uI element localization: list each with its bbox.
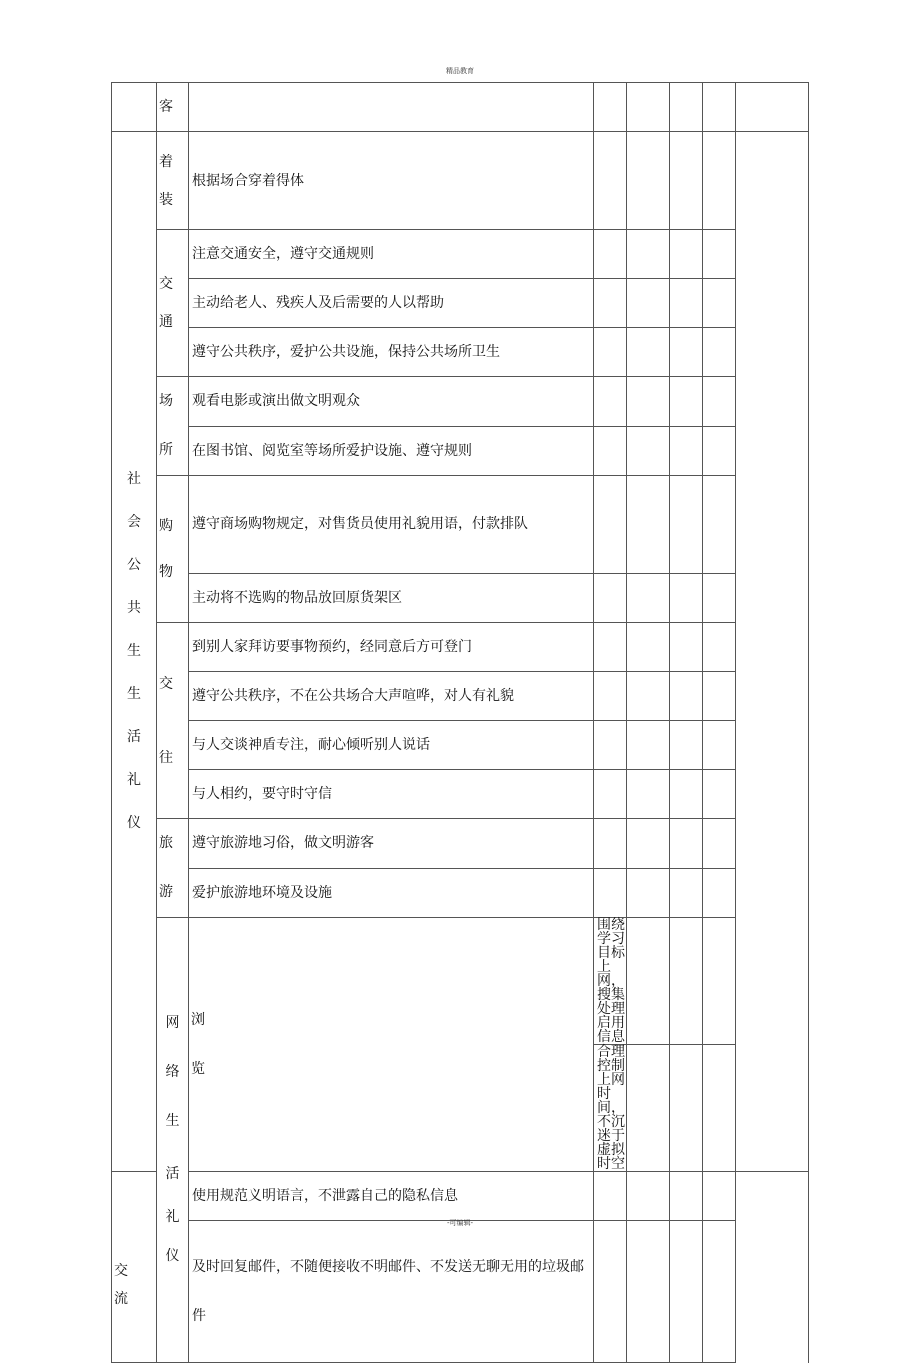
check-cell[interactable] (627, 377, 670, 427)
check-cell[interactable] (627, 426, 670, 476)
check-cell[interactable] (703, 623, 736, 672)
check-cell[interactable] (627, 623, 670, 672)
check-cell[interactable] (703, 721, 736, 770)
page-header: 精品教育 (446, 67, 474, 75)
check-cell[interactable] (703, 868, 736, 918)
check-cell[interactable] (594, 672, 627, 721)
remark-cell[interactable] (736, 83, 809, 132)
subcategory-venue: 场 所 (157, 377, 189, 476)
item-text: 围绕学习目标上网，搜集处理启用信息 (594, 918, 627, 1045)
check-cell[interactable] (627, 476, 670, 574)
check-cell[interactable] (627, 868, 670, 918)
category-network: 网 络 生 活 礼 仪 (157, 918, 189, 1363)
check-cell[interactable] (594, 476, 627, 574)
check-cell[interactable] (670, 721, 703, 770)
check-cell[interactable] (594, 132, 627, 230)
table-row (112, 476, 809, 574)
item-text: 到别人家拜访要事物预约，经同意后方可登门 (189, 623, 594, 672)
check-cell[interactable] (703, 132, 736, 230)
check-cell[interactable] (594, 426, 627, 476)
subcategory-interaction: 交 往 (157, 623, 189, 819)
item-text: 遵守公共秩序，爱护公共设施，保持公共场所卫生 (189, 328, 594, 377)
check-cell[interactable] (594, 328, 627, 377)
item-cell-top (189, 83, 594, 132)
check-cell[interactable] (670, 83, 703, 132)
check-cell[interactable] (703, 1045, 736, 1172)
table-row (112, 819, 809, 869)
check-cell[interactable] (670, 672, 703, 721)
check-cell[interactable] (627, 574, 670, 623)
check-cell[interactable] (670, 819, 703, 869)
check-cell[interactable] (670, 132, 703, 230)
item-text: 爱护旅游地环境及设施 (189, 868, 594, 918)
subcategory-travel: 旅 游 (157, 819, 189, 918)
check-cell[interactable] (703, 770, 736, 819)
subcategory-traffic: 交 通 (157, 230, 189, 377)
table-row (112, 770, 809, 819)
check-cell[interactable] (703, 1172, 736, 1221)
check-cell[interactable] (670, 1045, 703, 1172)
table-row (112, 377, 809, 427)
category-social: 社 会 公 共 生 生 活 礼 仪 (112, 132, 157, 1172)
check-cell[interactable] (703, 476, 736, 574)
table-row (112, 426, 809, 476)
check-cell[interactable] (670, 574, 703, 623)
check-cell[interactable] (670, 328, 703, 377)
item-text: 使用规范义明语言，不泄露自己的隐私信息 (189, 1172, 594, 1221)
subcategory-communication: 交 流 (112, 1172, 157, 1363)
check-cell[interactable] (703, 279, 736, 328)
table-row (112, 574, 809, 623)
table-row (112, 132, 809, 230)
check-cell[interactable] (627, 230, 670, 279)
subcategory-dress: 着 装 (157, 132, 189, 230)
table-row (112, 623, 809, 672)
check-cell[interactable] (594, 770, 627, 819)
check-cell[interactable] (627, 83, 670, 132)
check-cell[interactable] (703, 574, 736, 623)
check-cell[interactable] (594, 574, 627, 623)
item-text: 主动给老人、残疾人及后需要的人以帮助 (189, 279, 594, 328)
table-row (112, 279, 809, 328)
item-text: 主动将不选购的物品放回原货架区 (189, 574, 594, 623)
item-text: 遵守商场购物规定，对售货员使用礼貌用语，付款排队 (189, 476, 594, 574)
check-cell[interactable] (627, 770, 670, 819)
table-row (112, 1221, 809, 1363)
check-cell[interactable] (703, 328, 736, 377)
check-cell[interactable] (670, 868, 703, 918)
check-cell[interactable] (594, 279, 627, 328)
table-row (112, 918, 809, 1045)
item-text: 根据场合穿着得体 (189, 132, 594, 230)
check-cell[interactable] (703, 819, 736, 869)
check-cell[interactable] (627, 721, 670, 770)
item-text: 在图书馆、阅览室等场所爱护设施、遵守规则 (189, 426, 594, 476)
item-text: 遵守公共秩序，不在公共场合大声喧哗，对人有礼貌 (189, 672, 594, 721)
check-cell[interactable] (594, 1172, 627, 1221)
item-text: 观看电影或演出做文明观众 (189, 377, 594, 427)
check-cell[interactable] (627, 819, 670, 869)
table-row (112, 1172, 809, 1221)
check-cell[interactable] (670, 230, 703, 279)
check-cell[interactable] (627, 1221, 670, 1363)
check-cell[interactable] (670, 1172, 703, 1221)
table-row (112, 230, 809, 279)
check-cell[interactable] (594, 721, 627, 770)
item-text: 及时回复邮件，不随便接收不明邮件、不发送无聊无用的垃圾邮件 (189, 1221, 594, 1363)
check-cell[interactable] (703, 83, 736, 132)
item-text: 合理控制上网时间，不沉迷于虚拟时空 (594, 1045, 627, 1172)
table-row (112, 83, 809, 132)
check-cell[interactable] (594, 819, 627, 869)
check-cell[interactable] (670, 279, 703, 328)
check-cell[interactable] (594, 868, 627, 918)
check-cell[interactable] (670, 770, 703, 819)
check-cell[interactable] (670, 476, 703, 574)
table-row (112, 328, 809, 377)
check-cell[interactable] (627, 672, 670, 721)
check-cell[interactable] (627, 132, 670, 230)
check-cell[interactable] (627, 1172, 670, 1221)
check-cell[interactable] (703, 918, 736, 1045)
check-cell[interactable] (594, 377, 627, 427)
check-cell[interactable] (703, 377, 736, 427)
check-cell[interactable] (703, 672, 736, 721)
subcategory-browsing: 浏 览 (189, 918, 594, 1172)
etiquette-table (111, 82, 809, 1363)
item-text: 遵守旅游地习俗，做文明游客 (189, 819, 594, 869)
check-cell[interactable] (594, 83, 627, 132)
check-cell[interactable] (594, 230, 627, 279)
check-cell[interactable] (627, 279, 670, 328)
check-cell[interactable] (670, 918, 703, 1045)
check-cell[interactable] (670, 377, 703, 427)
item-text: 与人交谈神盾专注，耐心倾听别人说话 (189, 721, 594, 770)
check-cell[interactable] (670, 623, 703, 672)
item-text: 与人相约，要守时守信 (189, 770, 594, 819)
check-cell[interactable] (670, 426, 703, 476)
subcategory-shopping: 购 物 (157, 476, 189, 623)
remark-cell[interactable] (736, 132, 809, 1172)
table-row (112, 672, 809, 721)
check-cell[interactable] (594, 623, 627, 672)
subcategory-cell-top: 客 (157, 83, 189, 132)
check-cell[interactable] (670, 1221, 703, 1363)
check-cell[interactable] (594, 1221, 627, 1363)
check-cell[interactable] (627, 918, 670, 1045)
item-text: 注意交通安全，遵守交通规则 (189, 230, 594, 279)
table-row (112, 721, 809, 770)
check-cell[interactable] (703, 1221, 736, 1363)
check-cell[interactable] (627, 328, 670, 377)
check-cell[interactable] (703, 426, 736, 476)
category-cell-top (112, 83, 157, 132)
table-row (112, 868, 809, 918)
check-cell[interactable] (627, 1045, 670, 1172)
check-cell[interactable] (703, 230, 736, 279)
page-footer: -可编辑- (446, 1219, 474, 1227)
